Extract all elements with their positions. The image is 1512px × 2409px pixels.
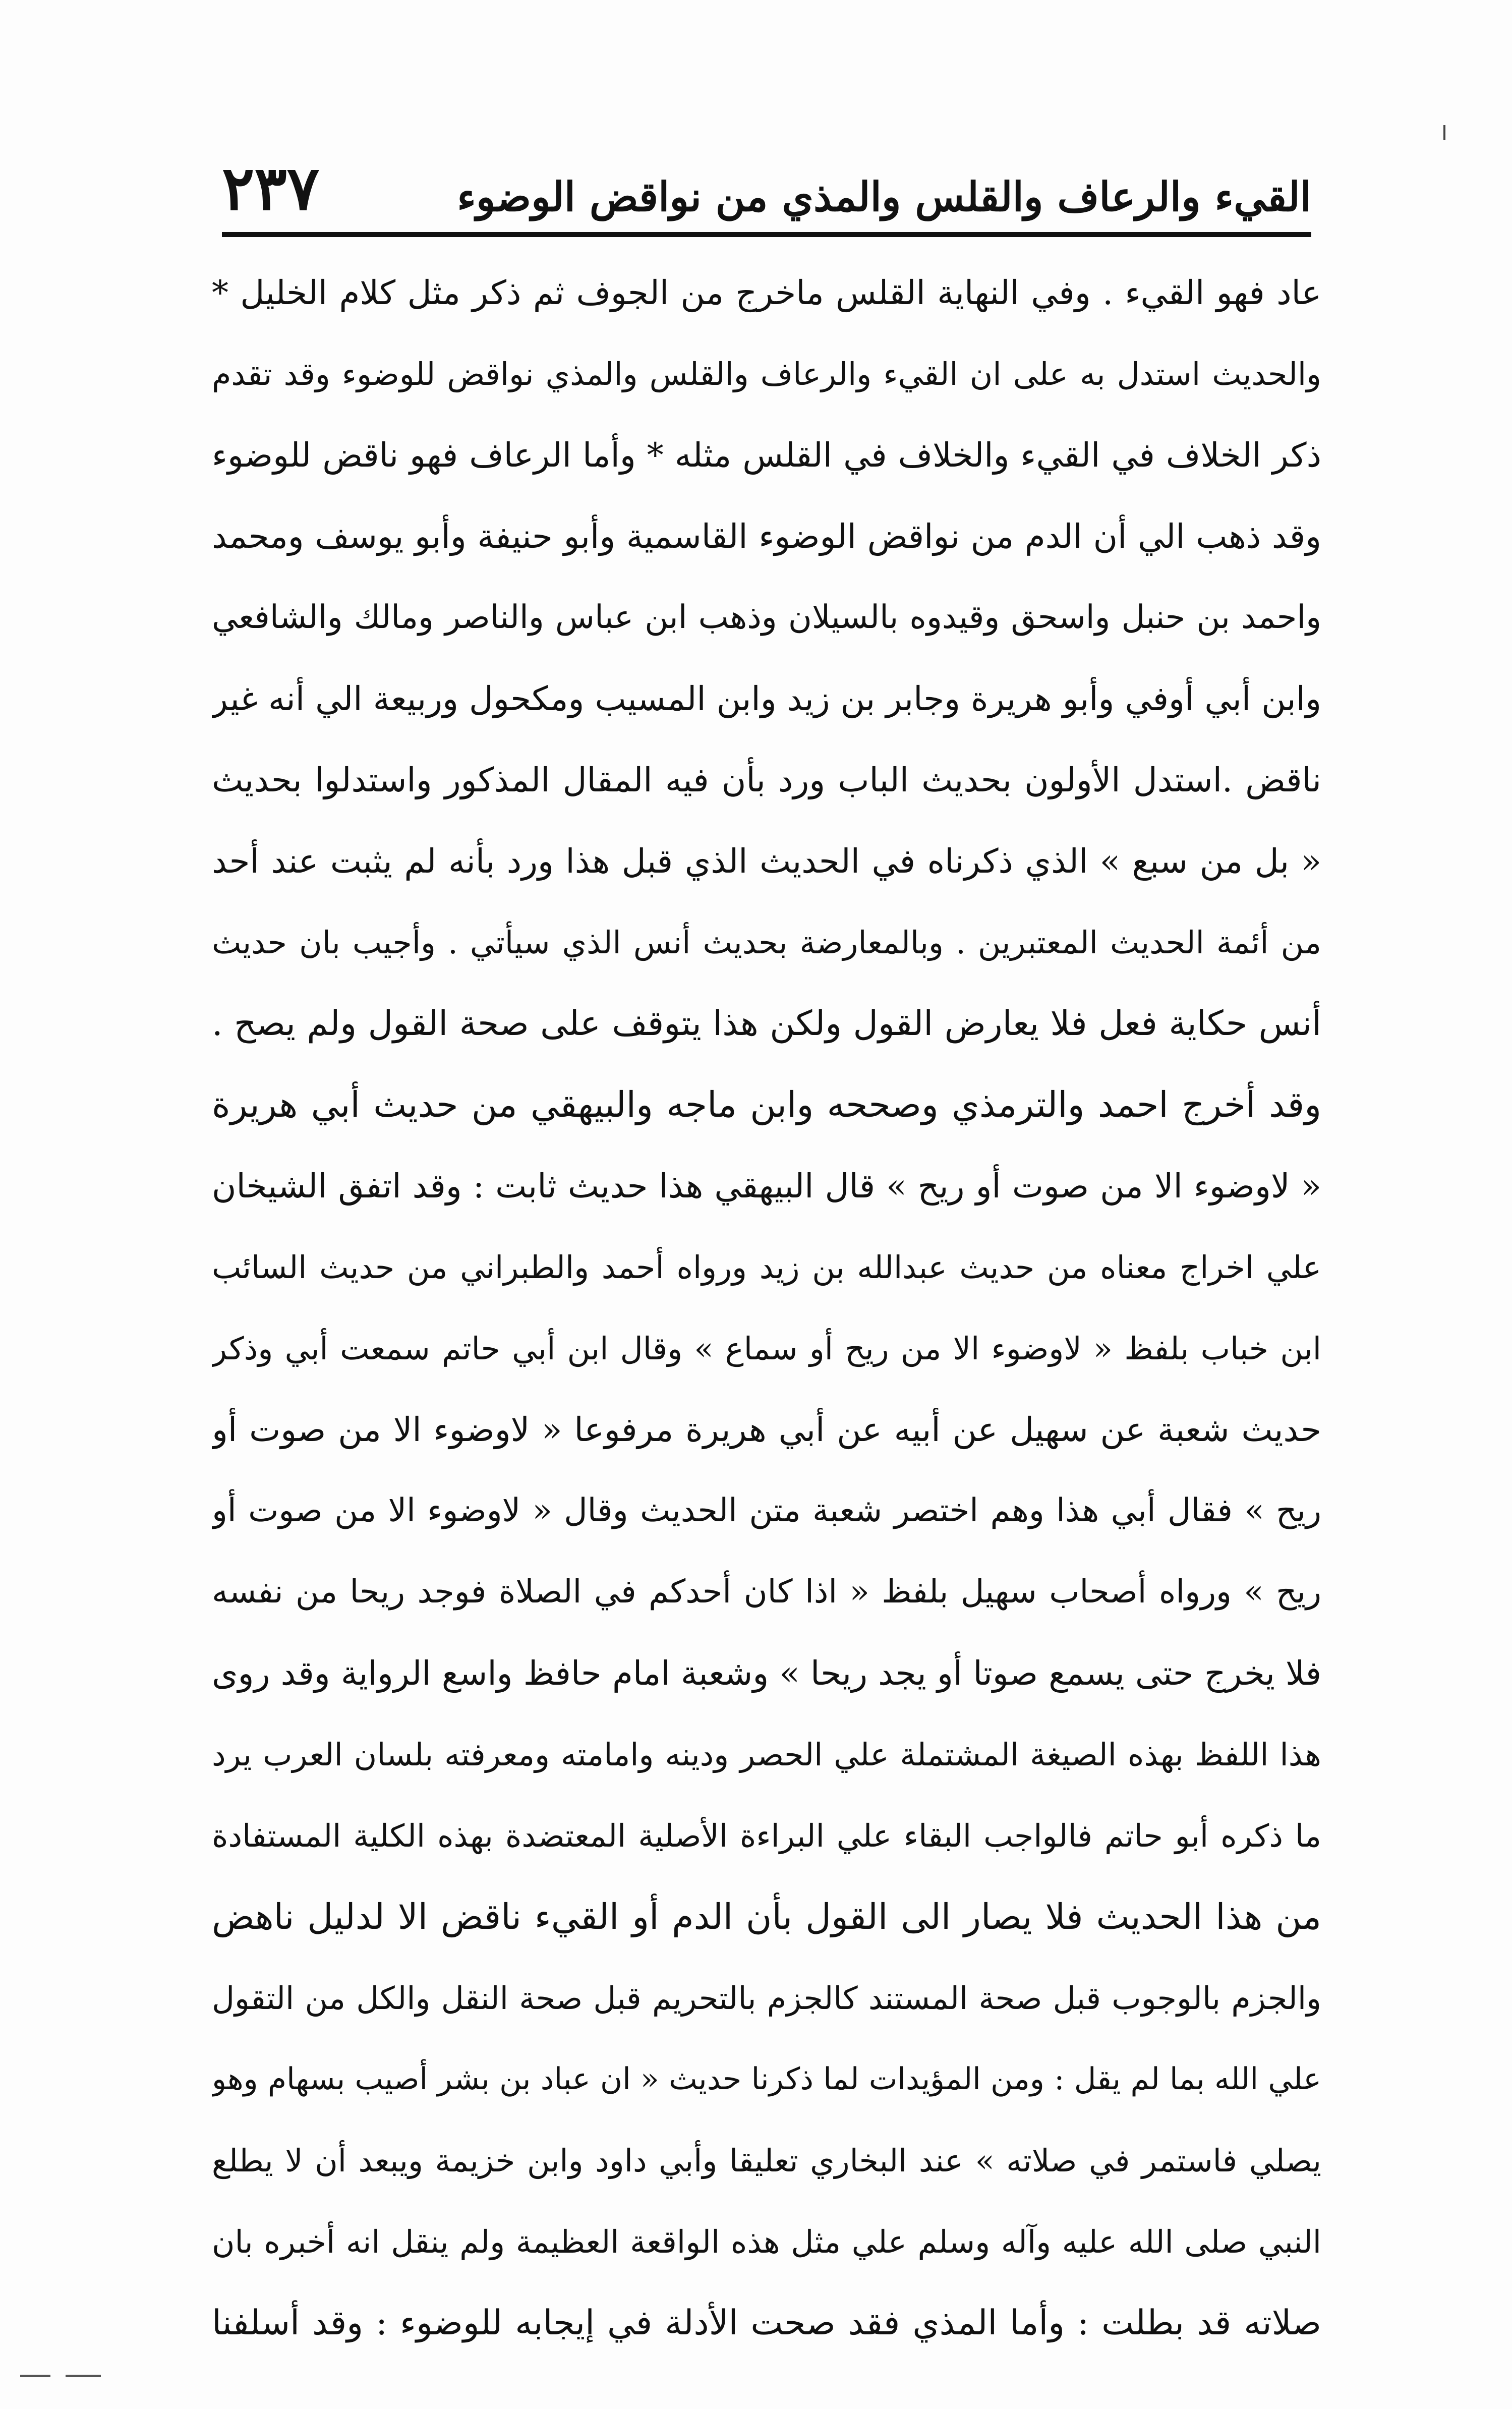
text-line: ريح » فقال أبي هذا وهم اختصر شعبة متن الحديث وقال « لاوضوء الا من صوت أو xyxy=(212,1492,1321,1529)
text-line: ما ذكره أبو حاتم فالواجب البقاء علي البراءة الأصلية المعتضدة بهذه الكلية المستفادة xyxy=(212,1817,1321,1854)
text-line: « بل من سبع » الذي ذكرناه في الحديث الذي قبل هذا ورد بأنه لم يثبت عند أحد xyxy=(212,842,1321,881)
running-header xyxy=(222,151,1311,232)
text-line: أنس حكاية فعل فلا يعارض القول ولكن هذا يتوقف على صحة القول ولم يصح . xyxy=(212,1004,1321,1044)
text-line: حديث شعبة عن سهيل عن أبيه عن أبي هريرة مرفوعا « لاوضوء الا من صوت أو xyxy=(212,1410,1321,1449)
text-line: من هذا الحديث فلا يصار الى القول بأن الدم أو القيء ناقض الا لدليل ناهض xyxy=(212,1896,1321,1937)
body-text xyxy=(212,252,1321,2364)
text-line: « لاوضوء الا من صوت أو ريح » قال البيهقي هذا حديث ثابت : وقد اتفق الشيخان xyxy=(212,1167,1321,1206)
page-number: ٢٣٧ xyxy=(222,153,320,224)
text-line: النبي صلى الله عليه وآله وسلم علي مثل هذه الواقعة العظيمة ولم ينقل انه أخبره بان xyxy=(212,2223,1321,2260)
chapter-title: القيء والرعاف والقلس والمذي من نواقض الوضوء xyxy=(457,173,1311,220)
text-line: علي اخراج معناه من حديث عبدالله بن زيد ورواه أحمد والطبراني من حديث السائب xyxy=(212,1249,1321,1286)
text-line: فلا يخرج حتى يسمع صوتا أو يجد ريحا » وشعبة امام حافظ واسع الرواية وقد روى xyxy=(212,1654,1321,1693)
text-line: واحمد بن حنبل واسحق وقيدوه بالسيلان وذهب ابن عباس والناصر ومالك والشافعي xyxy=(212,599,1321,636)
text-line: علي الله بما لم يقل : ومن المؤيدات لما ذكرنا حديث « ان عباد بن بشر أصيب بسهام وهو xyxy=(212,2061,1321,2097)
edge-mark xyxy=(20,2375,50,2377)
edge-mark xyxy=(66,2375,101,2377)
text-line: من أئمة الحديث المعتبرين . وبالمعارضة بحديث أنس الذي سيأتي . وأجيب بان حديث xyxy=(212,924,1321,961)
text-line: ناقض .استدل الأولون بحديث الباب ورد بأن فيه المقال المذكور واستدلوا بحديث xyxy=(212,761,1321,799)
text-line: والحديث استدل به على ان القيء والرعاف والقلس والمذي نواقض للوضوء وقد تقدم xyxy=(212,356,1321,392)
scan-edge-marks xyxy=(20,2375,106,2378)
text-line: ريح » ورواه أصحاب سهيل بلفظ « اذا كان أحدكم في الصلاة فوجد ريحا من نفسه xyxy=(212,1573,1321,1611)
text-line: صلاته قد بطلت : وأما المذي فقد صحت الأدلة في إيجابه للوضوء : وقد أسلفنا xyxy=(212,2303,1321,2343)
header-rule xyxy=(222,232,1311,237)
text-line: عاد فهو القيء . وفي النهاية القلس ماخرج من الجوف ثم ذكر مثل كلام الخليل * xyxy=(212,273,1321,312)
text-line: ابن خباب بلفظ « لاوضوء الا من ريح أو سماع » وقال ابن أبي حاتم سمعت أبي وذكر xyxy=(212,1330,1321,1367)
text-line: وابن أبي أوفي وأبو هريرة وجابر بن زيد وابن المسيب ومكحول وربيعة الي أنه غير xyxy=(212,679,1321,718)
text-line: يصلي فاستمر في صلاته » عند البخاري تعليقا وأبي داود وابن خزيمة ويبعد أن لا يطلع xyxy=(212,2142,1321,2179)
text-line: وقد أخرج احمد والترمذي وصححه وابن ماجه والبيهقي من حديث أبي هريرة xyxy=(212,1084,1321,1125)
text-line: ذكر الخلاف في القيء والخلاف في القلس مثله * وأما الرعاف فهو ناقض للوضوء xyxy=(212,436,1321,475)
text-line: والجزم بالوجوب قبل صحة المستند كالجزم بالتحريم قبل صحة النقل والكل من التقول xyxy=(212,1980,1321,2017)
text-line: هذا اللفظ بهذه الصيغة المشتملة علي الحصر ودينه وامامته ومعرفته بلسان العرب يرد xyxy=(212,1736,1321,1773)
text-line: وقد ذهب الي أن الدم من نواقض الوضوء القاسمية وأبو حنيفة وأبو يوسف ومحمد xyxy=(212,517,1321,556)
margin-mark xyxy=(1443,125,1445,140)
